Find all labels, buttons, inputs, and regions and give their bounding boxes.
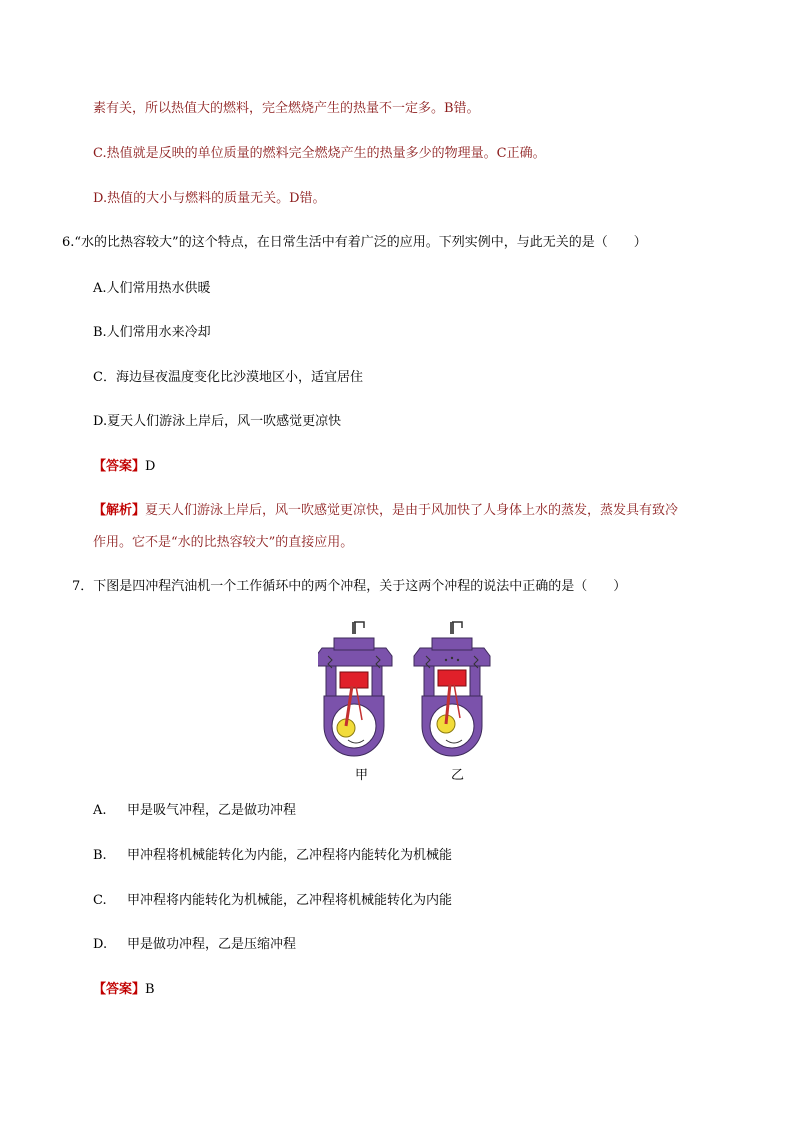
answer-value: D: [145, 459, 156, 474]
q7-option-a: [93, 802, 296, 820]
q6-option-d: D.夏天人们游泳上岸后，风一吹感觉更凉快: [93, 414, 342, 429]
q6-option-c: C．海边昼夜温度变化比沙漠地区小，适宜居住: [93, 370, 363, 385]
option-letter: B.: [93, 848, 107, 863]
option-letter: C.: [93, 893, 107, 908]
answer-tag: 【答案】: [93, 459, 146, 474]
engine-yi-diagram: [414, 622, 490, 756]
q6-analysis-line2: 作用。它不是“水的比热容较大”的直接应用。: [93, 535, 354, 550]
q7-option-d: [93, 936, 296, 954]
figure-caption-yi: 乙: [451, 768, 465, 783]
q7-option-b: [93, 847, 452, 865]
q7-answer: [93, 981, 155, 999]
q6-stem: 6.“水的比热容较大”的这个特点，在日常生活中有着广泛的应用。下列实例中，与此无关的是（ ）: [62, 235, 647, 250]
q6-answer: [93, 458, 155, 476]
q6-option-a: A.人们常用热水供暖: [93, 281, 211, 296]
explanation-option-d: D.热值的大小与燃料的质量无关。D错。: [93, 191, 326, 206]
answer-value: B: [145, 982, 155, 997]
option-text: 甲冲程将机械能转化为内能，乙冲程将内能转化为机械能: [127, 848, 453, 863]
figure-caption-jia: 甲: [355, 768, 369, 783]
q6-option-b: B.人们常用水来冷却: [93, 325, 211, 340]
answer-tag: 【答案】: [93, 982, 146, 997]
explanation-option-c: C.热值就是反映的单位质量的燃料完全燃烧产生的热量多少的物理量。C正确。: [93, 146, 546, 161]
engine-strokes-figure: [318, 620, 502, 766]
option-letter: A.: [93, 803, 107, 818]
option-letter: D.: [93, 937, 108, 952]
q7-stem: 7．下图是四冲程汽油机一个工作循环中的两个冲程，关于这两个冲程的说法中正确的是（ ）: [72, 579, 627, 594]
option-text: 甲冲程将内能转化为机械能，乙冲程将机械能转化为内能: [127, 893, 453, 908]
q6-analysis-line1: [93, 502, 678, 520]
engine-jia-diagram: [318, 622, 392, 756]
option-text: 甲是做功冲程，乙是压缩冲程: [127, 937, 297, 952]
analysis-text: 夏天人们游泳上岸后，风一吹感觉更凉快，是由于风加快了人身体上水的蒸发，蒸发具有致冷: [145, 503, 679, 518]
analysis-tag: 【解析】: [93, 503, 146, 518]
explanation-line: 素有关，所以热值大的燃料，完全燃烧产生的热量不一定多。B错。: [93, 101, 480, 116]
q7-option-c: [93, 892, 452, 910]
option-text: 甲是吸气冲程，乙是做功冲程: [127, 803, 297, 818]
